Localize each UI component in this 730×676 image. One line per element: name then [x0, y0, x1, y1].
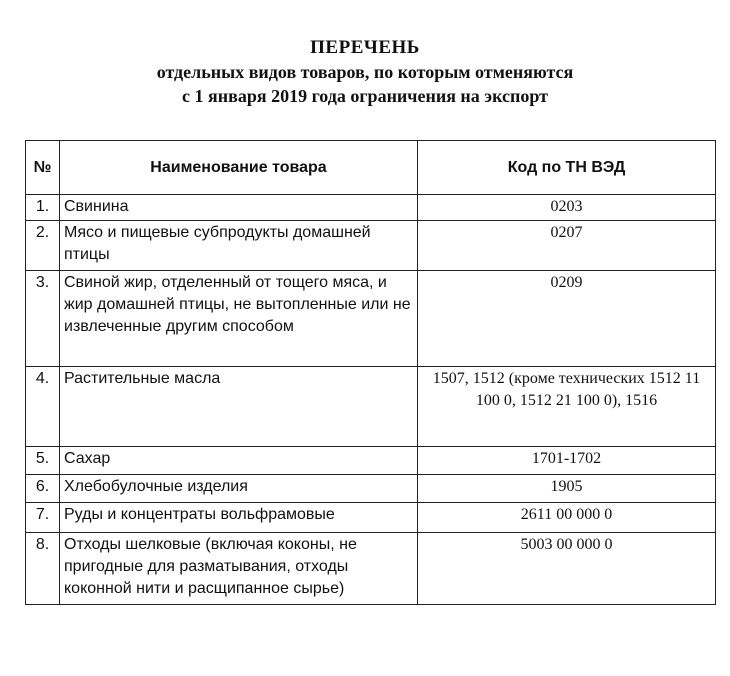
table-row [26, 447, 716, 475]
row-number: 4. [26, 367, 60, 447]
row-code: 2611 00 000 0 [418, 503, 716, 533]
row-goods-name: Хлебобулочные изделия [60, 475, 418, 503]
row-number: 8. [26, 533, 60, 605]
row-number: 2. [26, 221, 60, 271]
row-code: 1701-1702 [418, 447, 716, 475]
row-goods-name: Сахар [60, 447, 418, 475]
document-title: ПЕРЕЧЕНЬ [310, 37, 420, 58]
goods-table [25, 140, 716, 605]
document-subtitle-line-2: с 1 января 2019 года ограничения на экспорт [182, 86, 548, 106]
row-code: 5003 00 000 0 [418, 533, 716, 605]
row-number: 1. [26, 195, 60, 221]
document-title-block [0, 36, 730, 108]
document-subtitle-line-1: отдельных видов товаров, по которым отменяются [156, 62, 574, 82]
table-row [26, 503, 716, 533]
row-goods-name: Растительные масла [60, 367, 418, 447]
row-code: 0207 [418, 221, 716, 271]
row-code: 1905 [418, 475, 716, 503]
row-goods-name: Свинина [60, 195, 418, 221]
row-number: 5. [26, 447, 60, 475]
header-tn-ved-code: Код по ТН ВЭД [418, 141, 716, 195]
row-code: 1507, 1512 (кроме технических 1512 11 100 0, 1512 21 100 0), 1516 [418, 367, 716, 447]
row-number: 3. [26, 271, 60, 367]
table-header-row [26, 141, 716, 195]
header-number: № [26, 141, 60, 195]
row-number: 7. [26, 503, 60, 533]
row-goods-name: Отходы шелковые (включая коконы, не пригодные для разматывания, отходы коконной нити и расщипанное сырье) [60, 533, 418, 605]
table-row [26, 533, 716, 605]
row-code: 0209 [418, 271, 716, 367]
table-row [26, 271, 716, 367]
row-goods-name: Руды и концентраты вольфрамовые [60, 503, 418, 533]
row-code: 0203 [418, 195, 716, 221]
table-row [26, 475, 716, 503]
row-goods-name: Свиной жир, отделенный от тощего мяса, и жир домашней птицы, не вытопленные или не извлеченные другим способом [60, 271, 418, 367]
table-row [26, 195, 716, 221]
table-row [26, 221, 716, 271]
header-goods-name: Наименование товара [60, 141, 418, 195]
row-goods-name: Мясо и пищевые субпродукты домашней птицы [60, 221, 418, 271]
row-number: 6. [26, 475, 60, 503]
table-row [26, 367, 716, 447]
